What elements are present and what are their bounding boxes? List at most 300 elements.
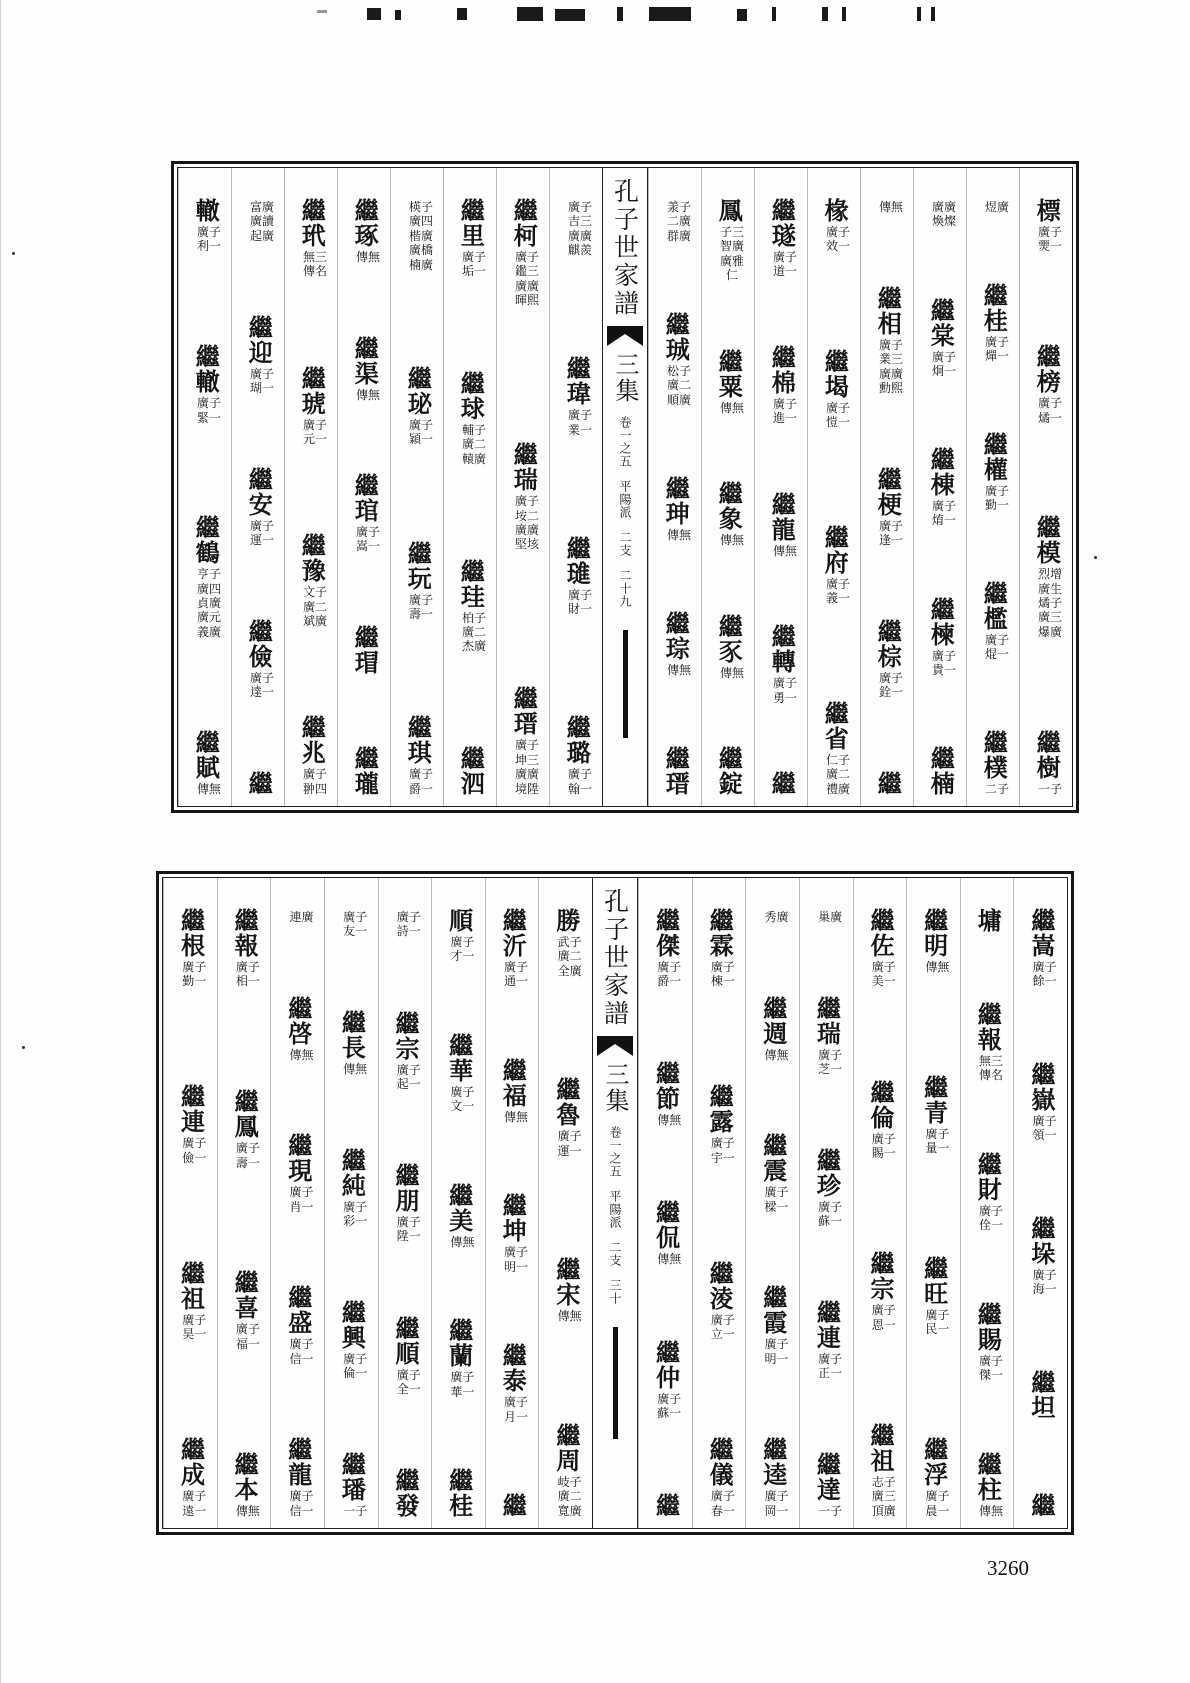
genealogy-entry <box>658 611 692 677</box>
continuation-note <box>809 908 843 924</box>
genealogy-entry <box>970 1302 1004 1383</box>
register-column <box>390 168 443 806</box>
person-note: 廣子立一 <box>710 1312 735 1342</box>
person-name: 順 <box>444 908 474 933</box>
person-note: 廣子起一 <box>396 1062 421 1091</box>
person-note: 子三智廣廣雅仁 <box>719 225 744 283</box>
left-half-columns <box>163 878 592 1528</box>
register-column <box>485 878 539 1528</box>
genealogy-entry <box>347 336 381 402</box>
person-name: 繼粟 <box>714 348 744 399</box>
genealogy-entry <box>873 770 903 796</box>
person-name: 繼瑁 <box>350 624 380 675</box>
person-note: 傳無 <box>772 543 797 558</box>
person-name: 繼柱 <box>973 1451 1003 1502</box>
person-name: 繼象 <box>714 481 744 532</box>
genealogy-entry <box>764 198 798 279</box>
person-name: 繼琮 <box>661 610 691 661</box>
person-name: 繼長 <box>337 1010 367 1060</box>
person-name: 繼啓 <box>283 995 313 1046</box>
person-name: 繼迎 <box>244 314 274 365</box>
person-name: 繼轉 <box>767 624 797 675</box>
genealogy-entry <box>173 1084 207 1165</box>
person-note: 輔子廣二轅廣 <box>461 423 486 466</box>
person-name: 繼財 <box>973 1151 1003 1202</box>
person-name: 繼龍 <box>767 491 797 542</box>
person-name: 繼珍 <box>812 1147 842 1198</box>
person-name: 繼桂 <box>444 1467 474 1518</box>
person-name: 繼相 <box>873 285 903 336</box>
person-note: 富廣廣讀起廣 <box>249 200 274 243</box>
person-name: 繼魯 <box>551 1077 581 1128</box>
person-name: 繼琥 <box>297 365 327 416</box>
genealogy-entry <box>648 1200 682 1266</box>
person-note: 二子 <box>984 781 1009 796</box>
genealogy-entry <box>870 286 904 396</box>
genealogy-entry <box>388 1011 422 1092</box>
person-name: 繼連 <box>812 1299 842 1350</box>
genealogy-entry <box>549 1423 583 1518</box>
person-name: 繼 <box>498 1492 528 1518</box>
person-note: 廣子壽一 <box>408 592 433 621</box>
register-column <box>754 168 807 806</box>
person-note: 廣子昊一 <box>182 1312 207 1342</box>
register-column <box>496 168 549 806</box>
volume-label: 卷一之五 <box>618 416 632 468</box>
person-name: 椽 <box>820 198 850 223</box>
person-name: 繼坦 <box>1026 1369 1056 1420</box>
person-name: 繼瓏 <box>350 746 380 796</box>
genealogy-entry <box>863 1080 897 1161</box>
person-name: 繼儉 <box>244 618 274 669</box>
person-name: 繼 <box>244 770 274 796</box>
person-note: 廣子量一 <box>925 1126 950 1156</box>
scan-speck <box>1094 556 1097 559</box>
register-column <box>966 168 1019 806</box>
person-name: 繼楝 <box>926 596 956 647</box>
person-note: 廣子晨一 <box>925 1489 950 1518</box>
genealogy-entry <box>702 908 736 989</box>
genealogy-entry <box>388 1316 422 1397</box>
person-note: 廣子佺一 <box>979 1203 1004 1233</box>
register-column <box>807 168 860 806</box>
genealogy-entry <box>227 1089 261 1170</box>
person-name: 繼儀 <box>705 1437 735 1488</box>
person-name: 繼祖 <box>176 1260 206 1311</box>
person-note: 廣子翀四 <box>302 767 327 796</box>
person-note: 廣子進一 <box>772 396 797 426</box>
person-name: 繼朋 <box>391 1163 420 1213</box>
register-column <box>638 878 692 1528</box>
person-note: 廣子蘇一 <box>818 1199 843 1228</box>
person-note: 廣子爵一 <box>408 767 433 796</box>
panel-frame <box>177 167 1073 807</box>
genealogy-entry <box>241 467 275 548</box>
right-half-columns <box>648 168 1072 806</box>
genealogy-entry <box>1024 908 1058 989</box>
continuation-note <box>756 908 790 924</box>
gutter-title: 孔子世家譜 <box>600 888 630 1028</box>
genealogy-entry <box>917 908 951 974</box>
register-column <box>337 168 390 806</box>
person-name: 繼鳳 <box>230 1089 260 1140</box>
person-name: 繼桂 <box>979 282 1009 333</box>
genealogy-entry <box>976 581 1010 662</box>
person-note: 傳無 <box>925 960 950 974</box>
person-name: 繼琢 <box>350 198 380 248</box>
genealogy-entry <box>281 1437 315 1518</box>
person-note: 廣子明一 <box>504 1245 529 1274</box>
person-note: 廣子福一 <box>235 1322 260 1351</box>
person-name: 繼報 <box>973 1002 1003 1053</box>
genealogy-entry <box>400 715 434 796</box>
genealogy-entry <box>970 1152 1004 1233</box>
genealogy-entry <box>188 515 222 639</box>
genealogy-entry <box>495 1343 529 1424</box>
person-name: 繼坤 <box>498 1193 528 1244</box>
person-note: 廣子業三廣廣勳熙 <box>878 337 903 395</box>
continuation-note <box>923 198 957 229</box>
person-note: 廣子炯一 <box>931 349 956 378</box>
genealogy-entry <box>498 1492 528 1518</box>
genealogy-entry <box>559 536 593 617</box>
genealogy-entry <box>506 198 540 308</box>
register-column <box>284 168 337 806</box>
genealogy-entry <box>495 908 529 989</box>
register-column <box>906 878 960 1528</box>
genealogy-entry <box>870 467 904 548</box>
person-name: 繼轍 <box>191 344 221 395</box>
genealogy-entry <box>648 1061 682 1127</box>
person-note: 羕子二廣群廣 <box>666 200 691 243</box>
genealogy-entry <box>817 349 851 430</box>
person-note: 廣子文一 <box>450 1084 475 1114</box>
ink-fragment <box>395 10 401 20</box>
genealogy-entry <box>648 908 682 989</box>
person-name: 鳳 <box>714 198 744 223</box>
person-name: 繼府 <box>820 524 850 575</box>
continuation-note <box>241 198 275 243</box>
person-note: 傳無 <box>666 662 691 677</box>
genealogy-entry <box>294 715 328 796</box>
genealogy-entry <box>764 345 798 426</box>
genealogy-entry <box>1029 198 1063 254</box>
person-name: 繼浮 <box>919 1437 949 1488</box>
person-name: 繼根 <box>176 908 206 958</box>
person-name: 繼瑨 <box>509 686 539 737</box>
register-column <box>231 168 284 806</box>
genealogy-entry <box>923 597 957 678</box>
person-note: 傳無 <box>764 1047 789 1062</box>
branch-label: 平陽派 <box>618 480 632 519</box>
person-name: 繼連 <box>176 1084 206 1135</box>
person-name: 繼珅 <box>661 475 691 526</box>
continuation-note <box>870 198 904 214</box>
person-name: 繼盛 <box>283 1285 313 1336</box>
left-half-columns <box>178 168 602 806</box>
person-name: 繼宗 <box>866 1251 895 1302</box>
person-note: 傳無 <box>355 250 380 264</box>
person-name: 繼露 <box>705 1084 735 1135</box>
person-note: 廣子宇一 <box>710 1136 735 1165</box>
person-name: 繼佐 <box>866 908 895 958</box>
ink-fragment <box>772 7 776 21</box>
register-column <box>217 878 271 1528</box>
person-note: 一子 <box>818 1503 843 1518</box>
genealogy-entry <box>442 1318 476 1399</box>
register-column <box>648 168 701 806</box>
genealogy-entry <box>764 492 798 558</box>
genealogy-entry <box>809 1452 843 1518</box>
person-note: 廣子月一 <box>504 1395 529 1424</box>
genealogy-entry <box>241 619 275 700</box>
person-name: 繼旺 <box>919 1256 949 1307</box>
person-name: 繼玩 <box>403 540 433 591</box>
genealogy-entry <box>388 1163 422 1244</box>
person-note: 廣子陞一 <box>396 1215 421 1244</box>
person-note: 廣子正一 <box>818 1351 843 1380</box>
person-note: 廣子燏一 <box>1037 396 1062 425</box>
register-column <box>799 878 853 1528</box>
ink-fragment <box>931 7 935 21</box>
ink-fragment <box>517 7 543 21</box>
genealogy-entry <box>702 1261 736 1342</box>
person-name: 繼霞 <box>758 1285 788 1336</box>
genealogy-entry <box>559 356 593 437</box>
person-note: 巢廣 <box>818 910 843 924</box>
scan-speck <box>22 1046 25 1049</box>
person-name: 繼瑨 <box>661 746 691 796</box>
person-note: 廣廣煥燦 <box>931 200 956 229</box>
person-note: 廣子道一 <box>772 250 797 279</box>
genealogy-entry <box>756 1133 790 1214</box>
person-name: 繼 <box>1026 1492 1056 1518</box>
genealogy-entry <box>817 701 851 796</box>
branch-label: 平陽派 <box>608 1190 622 1229</box>
person-name: 繼嵩 <box>1026 908 1056 958</box>
person-note: 廣子勤一 <box>182 960 207 989</box>
person-note: 廣子緊一 <box>196 396 221 425</box>
genealogy-entry <box>917 1256 951 1337</box>
person-name: 繼樸 <box>979 729 1009 780</box>
person-name: 繼華 <box>444 1032 474 1083</box>
person-note: 廣子焴一 <box>931 499 956 528</box>
person-name: 繼福 <box>498 1057 528 1108</box>
person-name: 繼達 <box>812 1451 842 1502</box>
genealogy-entry <box>870 619 904 700</box>
person-name: 轍 <box>191 198 221 223</box>
person-note: 廣子效一 <box>825 225 850 254</box>
person-name: 繼成 <box>176 1437 206 1488</box>
genealogy-entry <box>442 908 476 964</box>
person-note: 廣子愷一 <box>825 400 850 430</box>
volume-label: 卷一之五 <box>608 1126 622 1178</box>
genealogy-entry <box>188 198 222 254</box>
person-name: 繼周 <box>551 1422 581 1473</box>
person-note: 廣子坤三廣廣境陞 <box>514 738 539 796</box>
genealogy-entry <box>334 1010 368 1076</box>
person-name: 繼淩 <box>705 1260 735 1311</box>
person-note: 廣子勇一 <box>772 676 797 705</box>
genealogy-entry <box>648 1340 682 1421</box>
genealogy-entry <box>173 908 207 989</box>
genealogy-entry <box>809 996 843 1077</box>
genealogy-entry <box>1024 1062 1058 1143</box>
ink-fragment <box>555 9 585 21</box>
genealogy-entry <box>817 198 851 254</box>
person-note: 廣子逢一 <box>878 518 903 548</box>
continuation-note <box>658 198 692 243</box>
person-note: 柏子廣二杰廣 <box>461 610 486 654</box>
cropped-text-fragments <box>317 4 945 24</box>
person-name: 繼侃 <box>651 1200 681 1251</box>
genealogy-entry <box>227 908 261 989</box>
person-name: 繼榜 <box>1032 344 1062 395</box>
genealogy-entry <box>976 283 1010 364</box>
person-note: 廣子傑一 <box>979 1353 1004 1383</box>
genealogy-entry <box>809 1300 843 1381</box>
genealogy-entry <box>702 1084 736 1165</box>
person-note: 傳無 <box>666 527 691 542</box>
register-column <box>692 878 746 1528</box>
person-note: 廣子壽一 <box>235 1141 260 1170</box>
person-note: 廣子岡一 <box>764 1489 789 1518</box>
person-note: 廣子業一 <box>567 408 592 437</box>
person-note: 廣子華一 <box>450 1370 475 1399</box>
genealogy-entry <box>241 315 275 396</box>
person-name: 繼垛 <box>1026 1215 1056 1266</box>
person-note: 傳無 <box>196 781 221 796</box>
person-note: 秀廣 <box>764 910 789 924</box>
genealogy-entry <box>917 1075 951 1156</box>
person-note: 廣子貴一 <box>931 648 956 677</box>
person-name: 繼安 <box>244 466 274 517</box>
person-name: 繼發 <box>391 1468 420 1518</box>
genealogy-entry <box>227 1452 261 1518</box>
person-note: 廣子信一 <box>289 1489 314 1518</box>
person-name: 繼節 <box>651 1061 681 1112</box>
person-name: 繼瑞 <box>509 442 539 493</box>
person-name: 繼樹 <box>1032 729 1062 780</box>
person-name: 繼省 <box>820 700 850 751</box>
genealogy-entry <box>767 770 797 796</box>
person-name: 繼瑞 <box>812 995 842 1046</box>
ink-fragment <box>737 9 747 21</box>
register-column <box>324 878 378 1528</box>
person-note: 廣子芝一 <box>818 1047 843 1076</box>
register-column <box>178 168 231 806</box>
person-note: 岐子廣二寬廣 <box>557 1474 582 1518</box>
person-note: 傳無 <box>719 400 744 415</box>
person-note: 廣子燛一 <box>1037 225 1062 254</box>
person-name: 繼棠 <box>926 297 956 348</box>
continuation-note <box>400 198 434 272</box>
person-name: 繼珹 <box>661 311 691 362</box>
person-note: 廣子瑚一 <box>249 366 274 395</box>
genealogy-entry <box>1029 344 1063 425</box>
person-note: 傳無 <box>719 665 744 680</box>
person-name: 繼渠 <box>350 335 380 386</box>
genealogy-entry <box>651 1492 681 1518</box>
person-name: 繼 <box>873 770 903 796</box>
genealogy-entry <box>549 1077 583 1158</box>
center-gutter <box>602 168 648 806</box>
genealogy-entry <box>1026 1369 1056 1420</box>
register-column <box>960 878 1014 1528</box>
continuation-note <box>976 198 1010 214</box>
genealogy-entry <box>506 442 540 552</box>
genealogy-entry <box>453 559 487 654</box>
genealogy-entry <box>1029 515 1063 639</box>
genealogy-entry <box>294 198 328 279</box>
genealogy-entry <box>711 198 745 283</box>
genealogy-entry <box>559 715 593 796</box>
genealogy-entry <box>227 1270 261 1351</box>
person-note: 傳無 <box>235 1503 260 1518</box>
person-name: 繼兆 <box>297 715 327 766</box>
leaf-number: 三十 <box>608 1279 622 1305</box>
person-note: 廣子元一 <box>302 417 327 446</box>
person-name: 繼鶴 <box>191 515 221 566</box>
fishtail-mark <box>607 326 643 346</box>
person-note: 傳無 <box>657 1252 682 1267</box>
person-note: 廣子嵩一 <box>355 525 380 554</box>
genealogy-entry <box>334 1452 368 1518</box>
person-note: 廣子全一 <box>396 1367 421 1396</box>
person-note: 廣子美一 <box>871 960 896 989</box>
person-name: 繼璡 <box>562 535 592 586</box>
person-name: 繼檻 <box>979 580 1009 631</box>
ink-fragment <box>649 7 691 21</box>
genealogy-entry <box>923 447 957 528</box>
genealogy-entry <box>188 344 222 425</box>
person-name: 繼賦 <box>191 729 221 780</box>
leaf-number: 二十九 <box>618 569 632 608</box>
genealogy-entry <box>756 996 790 1062</box>
person-note: 松子廣二順廣 <box>666 363 691 407</box>
person-note: 傳無 <box>355 387 380 402</box>
gutter-bar <box>623 630 628 738</box>
continuation-note <box>334 908 368 939</box>
person-note: 傳無 <box>719 533 744 548</box>
person-name: 繼青 <box>919 1074 949 1125</box>
genealogy-entry <box>400 366 434 447</box>
person-note: 廣子領一 <box>1032 1113 1057 1143</box>
person-name: 繼本 <box>230 1451 260 1502</box>
person-note: 傳無 <box>557 1309 582 1324</box>
genealogy-entry <box>976 730 1010 796</box>
genealogy-entry <box>400 541 434 622</box>
person-note: 廣子春一 <box>710 1489 735 1518</box>
genealogy-entry <box>392 1468 418 1518</box>
person-note: 廣子銓一 <box>878 670 903 700</box>
genealogy-entry <box>658 312 692 407</box>
person-note: 廣子民一 <box>925 1308 950 1337</box>
person-name: 繼純 <box>337 1147 367 1198</box>
genealogy-entry <box>658 476 692 542</box>
person-name: 繼璐 <box>562 715 592 766</box>
person-note: 文子廣二斌廣 <box>302 585 327 628</box>
register-column <box>443 168 496 806</box>
person-note: 廣子遠一 <box>182 1489 207 1518</box>
person-note: 廣子垢一 <box>461 250 486 279</box>
page-number: 3260 <box>987 1556 1029 1580</box>
genealogy-entry <box>809 1148 843 1229</box>
person-name: 繼祖 <box>866 1422 895 1473</box>
person-note: 亨子廣四貞廣廣元義廣 <box>196 567 221 639</box>
panel-frame <box>162 877 1068 1529</box>
register-column <box>549 168 602 806</box>
